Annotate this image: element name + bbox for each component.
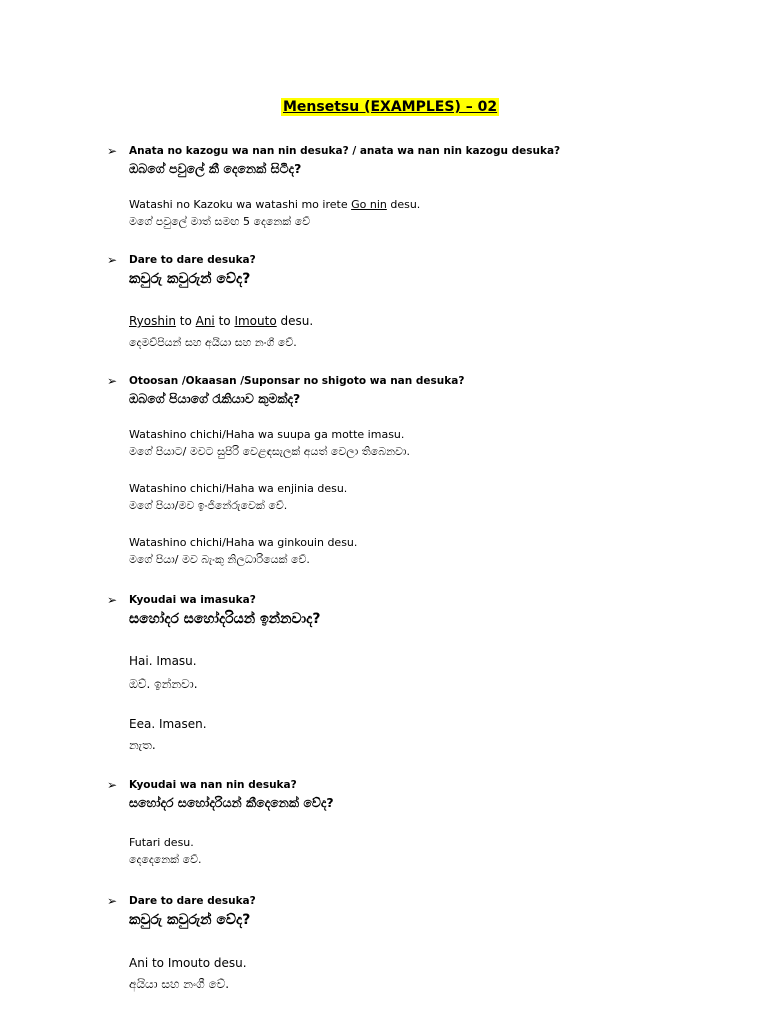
question-3-sinhala: ඔබගේ පියාගේ රැකියාව කුමක්ද?	[129, 391, 301, 406]
answer-3b-sinhala: මගේ පියා/මව ඉංජිනේරුවෙක් වේ.	[129, 499, 288, 512]
answer-3c-sinhala: මගේ පියා/ මව බැංකු නිලධාරියෙක් වේ.	[129, 553, 310, 566]
page-title: Mensetsu (EXAMPLES) – 02	[283, 99, 498, 115]
answer-2-part: to	[214, 314, 235, 328]
bullet-icon: ➢	[107, 253, 118, 267]
question-6: Dare to dare desuka?	[129, 895, 256, 907]
question-6-sinhala: කවුරු කවුරුන් වේද?	[129, 912, 251, 928]
answer-5-sinhala: දෙදෙනෙක් වේ.	[129, 853, 202, 866]
bullet-icon: ➢	[107, 593, 118, 607]
answer-3a: Watashino chichi/Haha wa suupa ga motte imasu.	[129, 428, 405, 441]
answer-3b: Watashino chichi/Haha wa enjinia desu.	[129, 482, 348, 495]
question-4-sinhala: සහෝදර සහෝදරියන් ඉන්නවාද?	[129, 611, 321, 627]
answer-4b-sinhala: නැත.	[129, 738, 156, 752]
question-5-sinhala: සහෝදර සහෝදරියන් කීදෙනෙක් වේද?	[129, 795, 334, 810]
question-4: Kyoudai wa imasuka?	[129, 594, 256, 606]
answer-2-sinhala: දෙමව්පියන් සහ අයියා සහ නංගී වේ.	[129, 336, 297, 349]
answer-2-part: to	[175, 314, 196, 328]
bullet-icon: ➢	[107, 374, 118, 388]
answer-1-part: desu.	[386, 198, 421, 211]
bullet-icon: ➢	[107, 894, 118, 908]
question-5: Kyoudai wa nan nin desuka?	[129, 779, 297, 791]
question-1-sinhala: ඔබගේ පවුලේ කී දෙනෙක් සිටීද?	[129, 161, 302, 176]
answer-1-sinhala: මගේ පවුලේ මාත් සමඟ 5 දෙනෙක් වේ	[129, 215, 311, 228]
answer-4a-sinhala: ඔව්. ඉන්නවා.	[129, 677, 198, 691]
answer-1	[129, 198, 420, 211]
answer-2	[129, 314, 313, 328]
answer-1-underlined: Go nin	[351, 198, 387, 211]
answer-3c: Watashino chichi/Haha wa ginkouin desu.	[129, 536, 358, 549]
answer-1-part: Watashi no Kazoku wa watashi mo irete	[129, 198, 352, 211]
answer-2-part: desu.	[276, 314, 314, 328]
bullet-icon: ➢	[107, 144, 118, 158]
question-1: Anata no kazogu wa nan nin desuka? / anata wa nan nin kazogu desuka?	[129, 145, 561, 157]
answer-2-underlined: Ani	[195, 314, 215, 328]
answer-2-underlined: Imouto	[234, 314, 277, 328]
answer-6: Ani to Imouto desu.	[129, 956, 247, 970]
answer-2-underlined: Ryoshin	[129, 314, 176, 328]
answer-4b: Eea. Imasen.	[129, 717, 207, 731]
question-3: Otoosan /Okaasan /Suponsar no shigoto wa nan desuka?	[129, 375, 465, 387]
answer-4a: Hai. Imasu.	[129, 654, 197, 668]
question-2: Dare to dare desuka?	[129, 254, 256, 266]
answer-3a-sinhala: මගේ පියාට/ මවට සුපිරි වෙළඳසැලක් අයත් වෙලා තිබෙනවා.	[129, 445, 411, 458]
answer-5: Futari desu.	[129, 836, 194, 849]
answer-6-sinhala: අයියා සහ නංගී වේ.	[129, 977, 230, 991]
question-2-sinhala: කවුරු කවුරුන් වේද?	[129, 271, 251, 287]
bullet-icon: ➢	[107, 778, 118, 792]
